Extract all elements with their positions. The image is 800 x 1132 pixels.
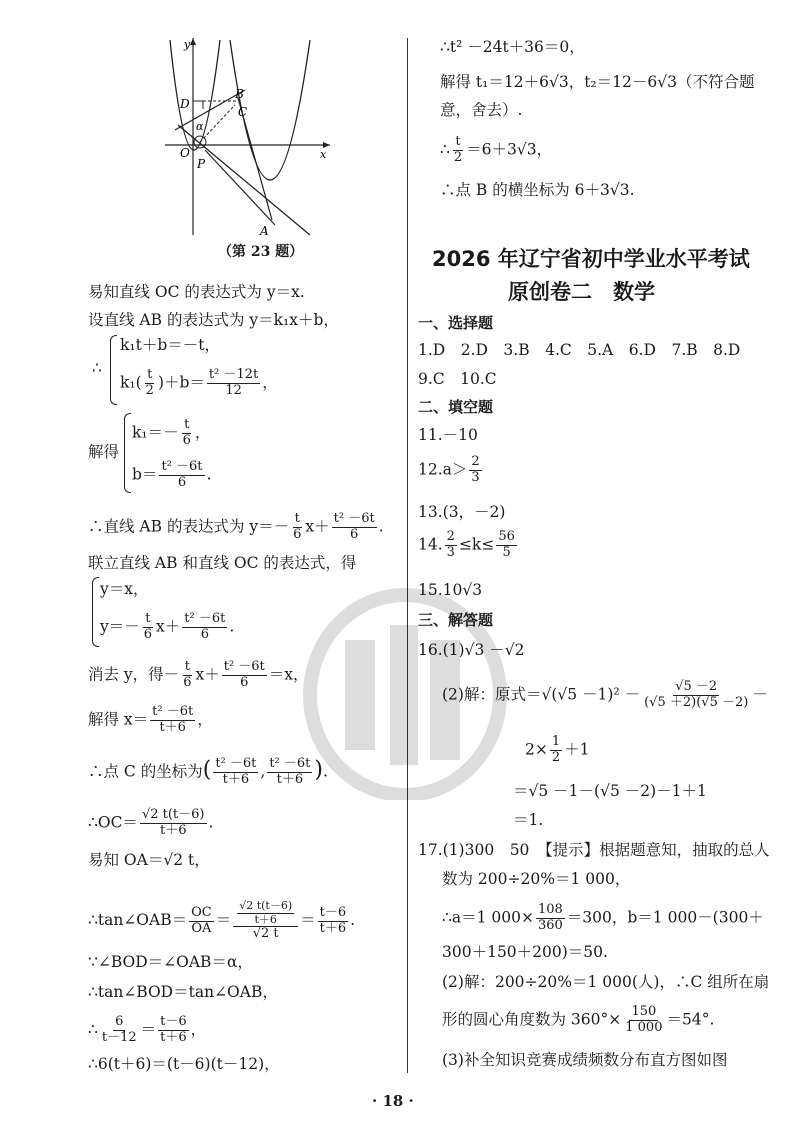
q16-3 bbox=[525, 735, 590, 766]
q16-5: ＝1. bbox=[513, 811, 544, 829]
frac-num: t² －6t bbox=[152, 704, 194, 719]
eq-x: ＝x， bbox=[268, 665, 309, 684]
frac-num: t² －6t bbox=[161, 459, 203, 474]
frac-den: 6 bbox=[182, 432, 191, 448]
frac-num: 2 bbox=[446, 529, 455, 544]
frac-num: t bbox=[294, 511, 300, 526]
frac-num: √2 t(t－6) bbox=[141, 807, 205, 822]
frac-den: 2 bbox=[145, 382, 154, 398]
q17-6-b: ＝54°. bbox=[666, 1010, 715, 1029]
b-eq: b＝ bbox=[132, 465, 158, 484]
section-3: 三、解答题 bbox=[418, 611, 494, 629]
sys2-eq1 bbox=[132, 418, 210, 449]
solve-x bbox=[88, 705, 213, 736]
frac-num bbox=[233, 900, 298, 927]
ab-expression bbox=[88, 512, 384, 543]
q16-2: (2)解：原式＝√(√5 －1)² － $\frac{√5 -2}{(√5 +2)(√5 -2)}$ － bbox=[442, 679, 768, 710]
frac-den: t＋6 bbox=[159, 719, 186, 735]
q16-1: 16.(1)√3 －√2 bbox=[418, 641, 525, 659]
frac-den: 6 bbox=[183, 674, 192, 690]
frac-num: t bbox=[184, 659, 190, 674]
period: . bbox=[206, 465, 212, 484]
ab-expr-b: x＋ bbox=[305, 517, 330, 536]
figure-23 bbox=[160, 30, 340, 240]
fill-14-a: 14. bbox=[418, 535, 443, 554]
q17-3-a: ∴a＝1 000× bbox=[442, 908, 534, 927]
x-plus: x＋ bbox=[195, 665, 220, 684]
q17-2: 数为 200÷20%＝1 000， bbox=[442, 870, 631, 888]
frac-num: 56 bbox=[498, 529, 515, 544]
solve-1: 解得 bbox=[88, 443, 120, 461]
solve-x-a: 解得 x＝ bbox=[88, 710, 149, 729]
fig-label-x: x bbox=[320, 148, 327, 161]
tan-oab: ∴tan∠OAB＝ $\frac{OC}{OA}$ ＝ $\frac{\frac{√2 t(t-6)}{t+6}}{√2 t}$ ＝ $\frac{t-6}{t+6}$ . bbox=[88, 899, 356, 942]
q17-6-a: 形的圆心角度数为 360°× bbox=[442, 1010, 622, 1029]
sys3-eq1: y＝x， bbox=[100, 580, 149, 598]
brace-3 bbox=[92, 577, 99, 647]
fill-11: 11.－10 bbox=[418, 426, 478, 444]
frac-num: t bbox=[184, 417, 190, 432]
fig-label-c: C bbox=[238, 105, 248, 119]
frac-den: (√5 ＋2)(√5 －2) bbox=[644, 694, 749, 710]
frac-den: 360 bbox=[537, 917, 563, 933]
frac-den: t＋6 bbox=[254, 912, 277, 926]
q16-3-a: 2× bbox=[525, 740, 548, 759]
frac-num: t² －6t bbox=[223, 659, 265, 674]
frac-num: t² －6t bbox=[333, 511, 375, 526]
frac-num: OC bbox=[191, 904, 212, 920]
r-line-5: ∴点 B 的横坐标为 6＋3√3. bbox=[440, 181, 635, 199]
comma: ， bbox=[190, 1020, 207, 1039]
section-2: 二、填空题 bbox=[418, 398, 494, 416]
left-line-combine: 联立直线 AB 和直线 OC 的表达式，得 bbox=[88, 554, 357, 572]
frac-den: 12 bbox=[225, 382, 242, 398]
q17-6 bbox=[442, 1005, 714, 1036]
sys3-eq2 bbox=[100, 612, 234, 643]
exam-subtitle: 原创卷二 数学 bbox=[508, 280, 655, 304]
sys1-eq2 bbox=[120, 368, 278, 399]
frac-num: t² －6t bbox=[215, 756, 257, 771]
brace-2 bbox=[124, 413, 131, 493]
r-line-3: 意，舍去）. bbox=[440, 101, 523, 119]
mc-answers-1: 1.D 2.D 3.B 4.C 5.A 6.D 7.B 8.D bbox=[418, 341, 741, 359]
oa-length: 易知 OA＝√2 t， bbox=[88, 851, 210, 869]
q17-4: 300＋150＋200)＝50. bbox=[442, 943, 608, 961]
frac-den: t＋6 bbox=[319, 920, 347, 936]
fig-label-y: y bbox=[184, 38, 191, 51]
x-plus: x＋ bbox=[156, 617, 181, 636]
frac-num: t bbox=[147, 367, 153, 382]
fill-13: 13.(3，－2) bbox=[418, 503, 506, 521]
page-number: · 18 · bbox=[372, 1092, 414, 1110]
oc-length bbox=[88, 808, 213, 839]
brace-1 bbox=[110, 335, 117, 405]
q17-3 bbox=[442, 903, 764, 934]
sys1-eq2-b: )＋b＝ bbox=[157, 373, 205, 392]
q16-4: ＝√5 －1－(√5 －2)－1＋1 bbox=[513, 782, 707, 800]
comma: ， bbox=[194, 423, 211, 442]
frac-den: 6 bbox=[177, 474, 187, 490]
frac-num: 108 bbox=[537, 902, 563, 917]
frac-num: t² －12t bbox=[208, 367, 259, 382]
period: . bbox=[208, 813, 214, 832]
oc-a: ∴OC＝ bbox=[88, 813, 138, 832]
frac-den: 3 bbox=[446, 544, 455, 560]
frac-num: 150 bbox=[631, 1004, 657, 1019]
frac-num: t bbox=[145, 611, 151, 626]
tan-eq: ∴tan∠BOD＝tan∠OAB， bbox=[88, 983, 278, 1001]
left-line-1: 易知直线 OC 的表达式为 y＝x. bbox=[88, 283, 305, 301]
y-eq: y＝－ bbox=[100, 617, 140, 636]
angle-eq: ∵∠BOD＝∠OAB＝α， bbox=[88, 953, 253, 971]
frac-den: 6 bbox=[293, 526, 302, 542]
frac-den: 3 bbox=[471, 469, 480, 485]
q16-2-a: (2)解：原式＝√(√5 －1)² － bbox=[442, 685, 641, 704]
frac-den: OA bbox=[191, 920, 212, 936]
frac-num: t－6 bbox=[319, 904, 347, 920]
frac-num: 1 bbox=[551, 734, 561, 749]
left-line-2: 设直线 AB 的表达式为 y＝k₁x＋b， bbox=[88, 311, 339, 329]
sys1-eq2-a: k₁( bbox=[120, 373, 142, 392]
section-1: 一、选择题 bbox=[418, 314, 494, 332]
fig-label-d: D bbox=[180, 97, 190, 111]
therefore: ∴ bbox=[440, 140, 450, 159]
frac-num: t² －6t bbox=[184, 611, 226, 626]
frac-den: 1 000 bbox=[625, 1019, 663, 1035]
frac-num: √2 t(t－6) bbox=[239, 899, 293, 912]
point-c: ∴点 C 的坐标为( $\frac{\text{t² －6t}}{t+6}$ , $\frac{\text{t² －6t}}{t+6}$ ). bbox=[88, 756, 328, 787]
ratio-eq: ∴ $\frac{6}{t-12}$ ＝ $\frac{t-6}{t+6}$ ， bbox=[88, 1014, 207, 1045]
frac-den: 2 bbox=[551, 749, 561, 765]
fill-14 bbox=[418, 530, 519, 561]
fill-15: 15.10√3 bbox=[418, 581, 483, 599]
eliminate-y bbox=[88, 660, 309, 691]
fig-label-o: O bbox=[180, 146, 190, 160]
q17-1: 17.(1)300 50 【提示】根据题意知，抽取的总人 bbox=[418, 841, 770, 859]
frac-den: t－12 bbox=[101, 1029, 137, 1045]
frac-num: t－6 bbox=[160, 1014, 187, 1029]
frac-den: t＋6 bbox=[159, 822, 187, 838]
q16-3-b: ＋1 bbox=[564, 740, 590, 759]
fill-12-a: 12.a＞ bbox=[418, 460, 468, 479]
frac-num: t² －6t bbox=[269, 756, 311, 771]
elim-a: 消去 y，得－ bbox=[88, 665, 180, 684]
ab-expr-a: ∴直线 AB 的表达式为 y＝－ bbox=[88, 517, 290, 536]
r-line-1: ∴t² －24t＋36＝0， bbox=[440, 38, 585, 56]
therefore: ∴ bbox=[88, 1020, 98, 1039]
frac-den: t＋6 bbox=[160, 1029, 187, 1045]
fill-14-b: ≤k≤ bbox=[458, 535, 495, 554]
fig-label-a: A bbox=[260, 224, 269, 238]
q17-3-b: ＝300，b＝1 000－(300＋ bbox=[566, 908, 764, 927]
point-c-a: ∴点 C 的坐标为 bbox=[88, 762, 203, 781]
period: . bbox=[350, 911, 356, 930]
sys1-eq1: k₁t＋b＝－t， bbox=[120, 336, 220, 354]
therefore-1: ∴ bbox=[92, 359, 102, 377]
period: . bbox=[323, 762, 328, 781]
comma: ， bbox=[262, 373, 278, 392]
frac-den: 6 bbox=[143, 626, 153, 642]
frac-num: t bbox=[455, 134, 461, 149]
frac-den: 5 bbox=[502, 544, 511, 560]
r4-b: ＝6＋3√3， bbox=[466, 140, 553, 159]
period: . bbox=[229, 617, 235, 636]
frac-den: √2 t bbox=[252, 926, 279, 942]
frac-den: 2 bbox=[453, 149, 463, 165]
r-line-4 bbox=[440, 135, 552, 166]
frac-den: t＋6 bbox=[276, 771, 304, 787]
frac-num: 2 bbox=[471, 454, 480, 469]
comma: ， bbox=[197, 710, 213, 729]
product-eq: ∴6(t＋6)＝(t－6)(t－12)， bbox=[88, 1055, 280, 1073]
tan-a: ∴tan∠OAB＝ bbox=[88, 911, 188, 930]
mc-answers-2: 9.C 10.C bbox=[418, 370, 497, 388]
frac-den: 6 bbox=[240, 674, 249, 690]
figure-caption: （第 23 题） bbox=[218, 244, 304, 260]
column-divider bbox=[407, 38, 408, 1073]
q17-7: (3)补全知识竞赛成绩频数分布直方图如图 bbox=[442, 1051, 728, 1069]
period: . bbox=[378, 517, 384, 536]
fill-12 bbox=[418, 455, 484, 486]
frac-den: 6 bbox=[200, 626, 209, 642]
watermark-logo bbox=[300, 581, 510, 800]
q17-5: (2)解：200÷20%＝1 000(人)，∴C 组所在扇 bbox=[442, 973, 770, 991]
frac-den: t＋6 bbox=[222, 771, 250, 787]
fig-label-alpha: α bbox=[196, 120, 204, 133]
k1-eq: k₁＝－ bbox=[132, 423, 179, 442]
sys2-eq2 bbox=[132, 460, 211, 491]
fig-label-p: P bbox=[197, 157, 206, 171]
frac-num: √5 －2 bbox=[675, 679, 718, 694]
r-line-2: 解得 t₁＝12＋6√3，t₂＝12－6√3（不符合题 bbox=[440, 73, 755, 91]
fig-label-b: B bbox=[235, 87, 244, 101]
frac-den: 6 bbox=[350, 526, 359, 542]
exam-title: 2026 年辽宁省初中学业水平考试 bbox=[432, 247, 750, 271]
frac-num: 6 bbox=[115, 1014, 124, 1029]
